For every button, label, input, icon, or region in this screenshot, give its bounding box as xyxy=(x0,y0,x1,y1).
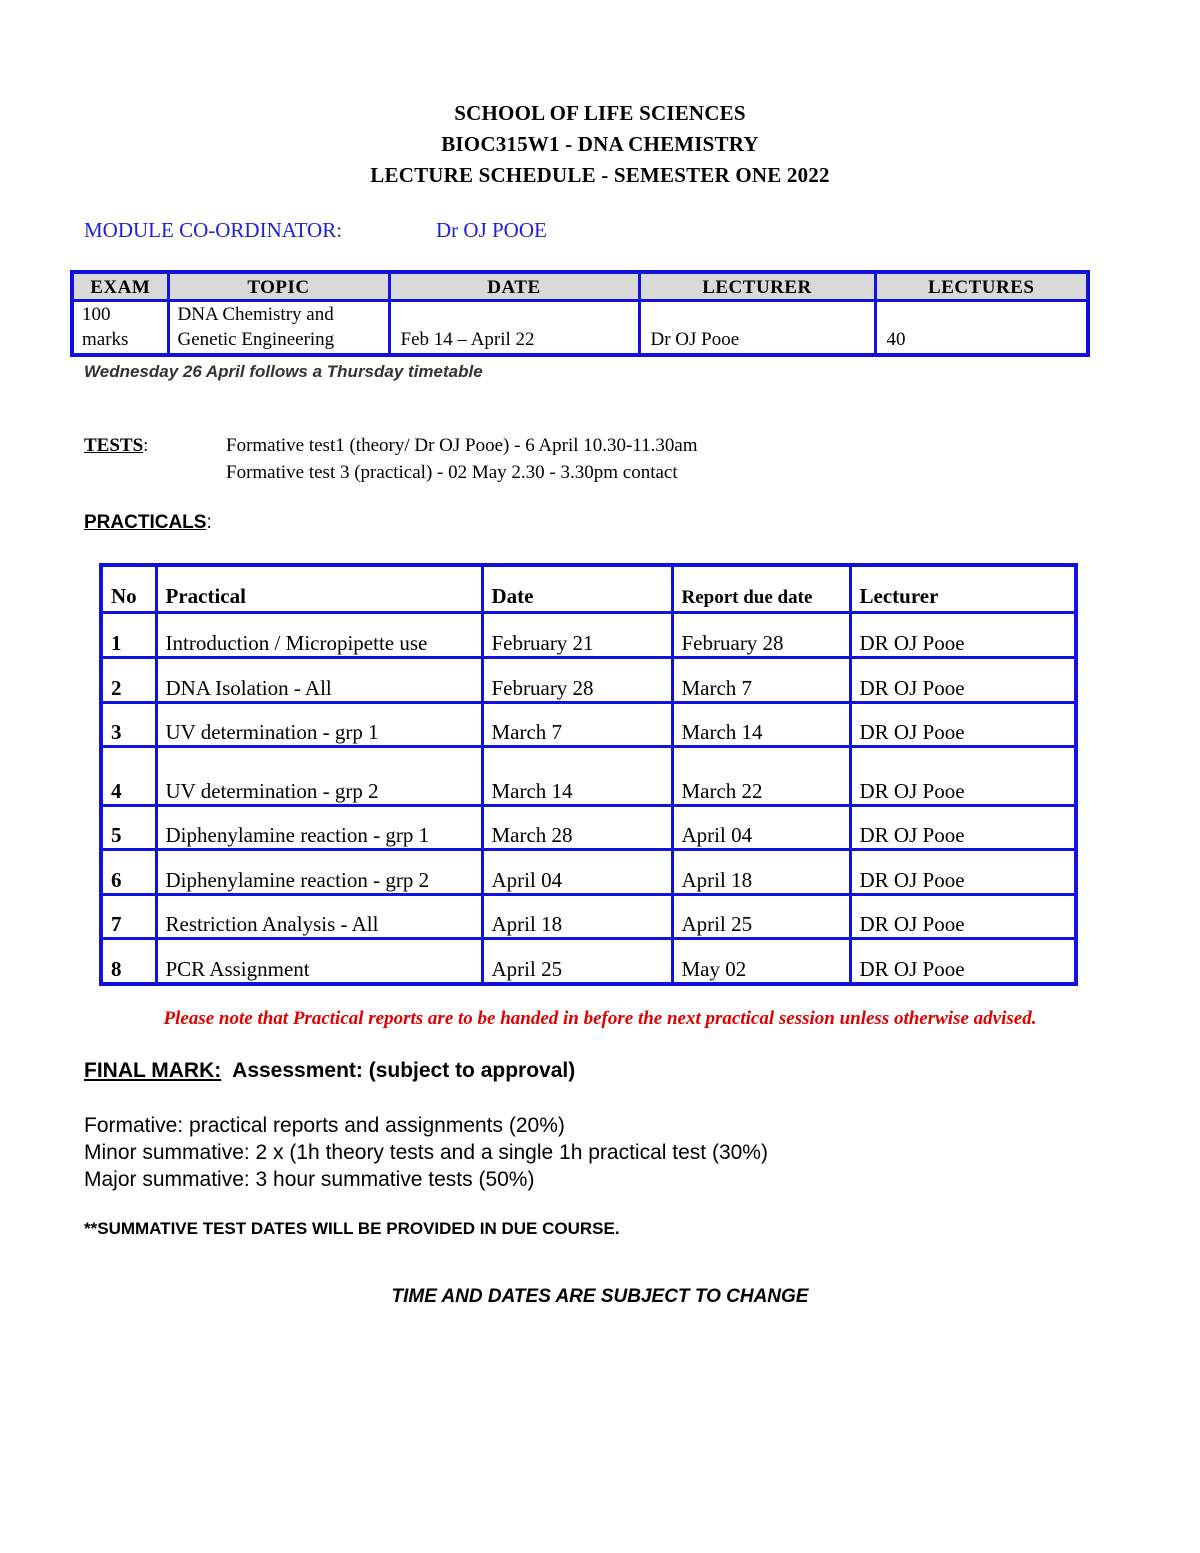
practicals-header-row xyxy=(101,565,1076,613)
exam-header-date: DATE xyxy=(389,272,639,301)
practicals-header-date: Date xyxy=(482,565,672,613)
practicals-heading xyxy=(84,512,212,534)
tests-heading xyxy=(84,435,148,457)
row-date: April 18 xyxy=(482,895,672,939)
final-mark-heading xyxy=(84,1059,575,1083)
row-number: 5 xyxy=(101,806,156,850)
practical-report-note: Please note that Practical reports are to be handed in before the next practical session unless otherwise advised. xyxy=(163,1008,1037,1029)
row-lecturer: DR OJ Pooe xyxy=(850,850,1076,895)
row-practical: Introduction / Micropipette use xyxy=(156,613,482,658)
row-lecturer: DR OJ Pooe xyxy=(850,939,1076,984)
exam-table xyxy=(70,270,1090,357)
exam-table-header-row xyxy=(72,272,1088,301)
practicals-label: PRACTICALS xyxy=(84,512,207,533)
exam-cell-date: Feb 14 – April 22 xyxy=(389,301,639,356)
exam-table-row xyxy=(72,301,1088,356)
row-practical: DNA Isolation - All xyxy=(156,658,482,703)
row-report-date: April 25 xyxy=(672,895,850,939)
assessment-label: Assessment: (subject to approval) xyxy=(232,1059,576,1082)
exam-marks-line1: 100 xyxy=(82,304,111,325)
row-date: March 7 xyxy=(482,703,672,747)
table-row xyxy=(101,939,1076,984)
module-title: BIOC315W1 - DNA CHEMISTRY xyxy=(441,132,759,156)
coordinator-name: Dr OJ POOE xyxy=(436,218,547,242)
row-date: February 28 xyxy=(482,658,672,703)
school-title: SCHOOL OF LIFE SCIENCES xyxy=(454,101,746,125)
row-report-date: April 04 xyxy=(672,806,850,850)
row-practical: Restriction Analysis - All xyxy=(156,895,482,939)
row-lecturer: DR OJ Pooe xyxy=(850,658,1076,703)
row-report-date: May 02 xyxy=(672,939,850,984)
exam-header-lecturer: LECTURER xyxy=(639,272,875,301)
exam-marks-line2: marks xyxy=(82,329,129,350)
practicals-colon: : xyxy=(206,512,212,533)
row-number: 8 xyxy=(101,939,156,984)
row-lecturer: DR OJ Pooe xyxy=(850,806,1076,850)
table-row xyxy=(101,806,1076,850)
final-mark-label: FINAL MARK: xyxy=(84,1059,222,1082)
assessment-formative: Formative: practical reports and assignments (20%) xyxy=(84,1114,565,1137)
row-practical: UV determination - grp 2 xyxy=(156,747,482,806)
row-report-date: February 28 xyxy=(672,613,850,658)
row-number: 3 xyxy=(101,703,156,747)
row-number: 2 xyxy=(101,658,156,703)
row-lecturer: DR OJ Pooe xyxy=(850,895,1076,939)
row-practical: PCR Assignment xyxy=(156,939,482,984)
row-number: 7 xyxy=(101,895,156,939)
row-date: March 14 xyxy=(482,747,672,806)
row-number: 4 xyxy=(101,747,156,806)
row-practical: UV determination - grp 1 xyxy=(156,703,482,747)
exam-topic-line2: Genetic Engineering xyxy=(177,329,335,350)
exam-cell-lectures: 40 xyxy=(875,301,1088,356)
exam-header-lectures: LECTURES xyxy=(875,272,1088,301)
practicals-header-no: No xyxy=(101,565,156,613)
exam-cell-lecturer: Dr OJ Pooe xyxy=(639,301,875,356)
table-row xyxy=(101,850,1076,895)
table-row xyxy=(101,703,1076,747)
exam-cell-topic xyxy=(168,301,389,356)
tests-label: TESTS xyxy=(84,435,144,456)
schedule-title: LECTURE SCHEDULE - SEMESTER ONE 2022 xyxy=(370,163,830,187)
practicals-header-practical: Practical xyxy=(156,565,482,613)
table-row xyxy=(101,747,1076,806)
timetable-note: Wednesday 26 April follows a Thursday timetable xyxy=(84,362,483,381)
exam-topic-line1: DNA Chemistry and xyxy=(177,304,334,325)
practicals-header-report: Report due date xyxy=(672,565,850,613)
row-date: April 04 xyxy=(482,850,672,895)
table-row xyxy=(101,613,1076,658)
row-report-date: April 18 xyxy=(672,850,850,895)
row-lecturer: DR OJ Pooe xyxy=(850,747,1076,806)
exam-cell-marks xyxy=(72,301,168,356)
summative-dates-note: **SUMMATIVE TEST DATES WILL BE PROVIDED IN DUE COURSE. xyxy=(84,1219,620,1238)
row-lecturer: DR OJ Pooe xyxy=(850,613,1076,658)
practicals-table xyxy=(99,563,1078,986)
row-date: March 28 xyxy=(482,806,672,850)
row-number: 6 xyxy=(101,850,156,895)
row-date: February 21 xyxy=(482,613,672,658)
test-line-2: Formative test 3 (practical) - 02 May 2.30 - 3.30pm contact xyxy=(226,462,678,483)
row-number: 1 xyxy=(101,613,156,658)
row-date: April 25 xyxy=(482,939,672,984)
row-report-date: March 14 xyxy=(672,703,850,747)
row-report-date: March 7 xyxy=(672,658,850,703)
row-lecturer: DR OJ Pooe xyxy=(850,703,1076,747)
assessment-minor-summative: Minor summative: 2 x (1h theory tests and a single 1h practical test (30%) xyxy=(84,1141,768,1164)
exam-header-exam: EXAM xyxy=(72,272,168,301)
row-report-date: March 22 xyxy=(672,747,850,806)
test-line-1: Formative test1 (theory/ Dr OJ Pooe) - 6 April 10.30-11.30am xyxy=(226,435,698,456)
row-practical: Diphenylamine reaction - grp 1 xyxy=(156,806,482,850)
row-practical: Diphenylamine reaction - grp 2 xyxy=(156,850,482,895)
practicals-header-lecturer: Lecturer xyxy=(850,565,1076,613)
subject-to-change-note: TIME AND DATES ARE SUBJECT TO CHANGE xyxy=(391,1286,809,1307)
exam-header-topic: TOPIC xyxy=(168,272,389,301)
table-row xyxy=(101,895,1076,939)
assessment-major-summative: Major summative: 3 hour summative tests (50%) xyxy=(84,1168,535,1191)
table-row xyxy=(101,658,1076,703)
coordinator-label: MODULE CO-ORDINATOR: xyxy=(84,218,343,242)
tests-colon: : xyxy=(143,435,149,456)
